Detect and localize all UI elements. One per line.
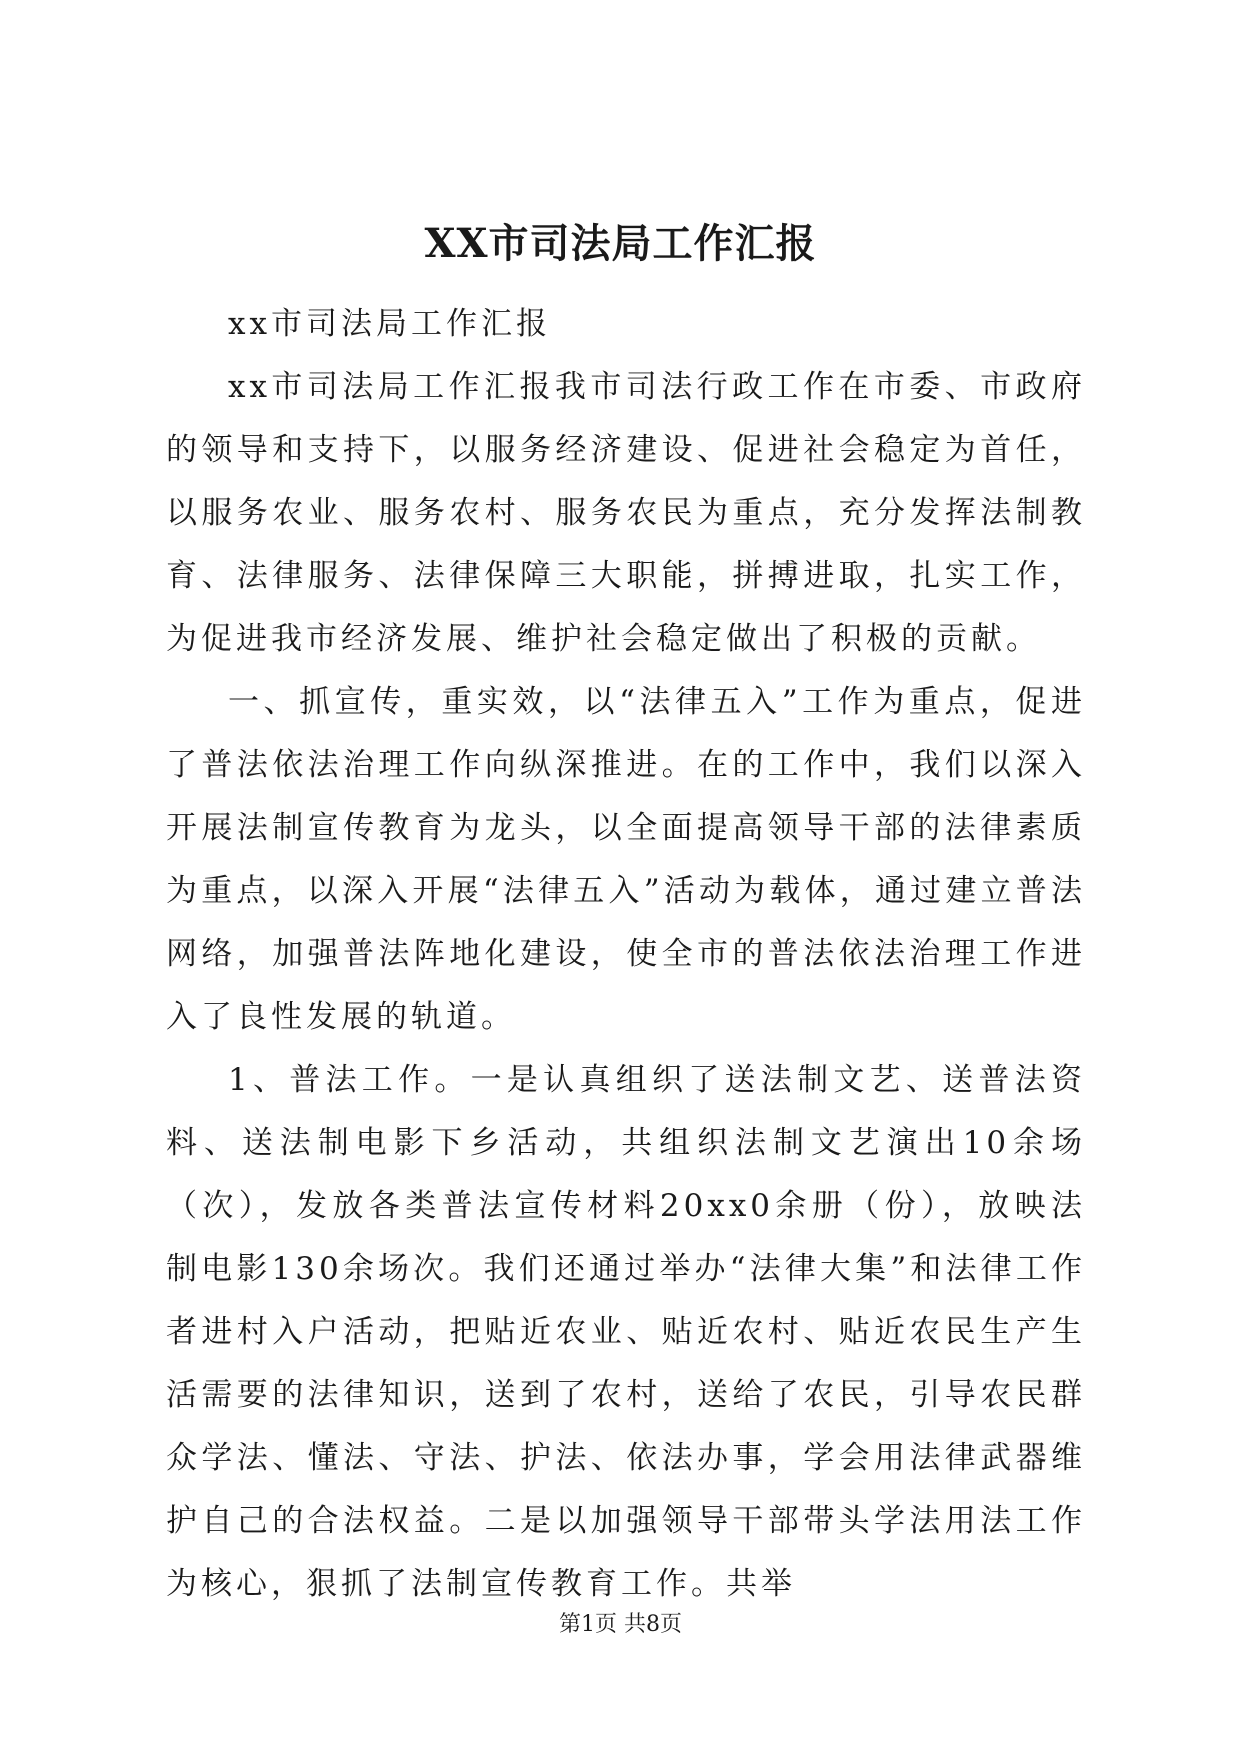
paragraph-legal-education: 1、普法工作。一是认真组织了送法制文艺、送普法资料、送法制电影下乡活动，共组织法制文艺演出10余场（次），发放各类普法宣传材料20xx0余册（份），放映法制电影130余场次。我们还通过举办“法律大集”和法律工作者进村入户活动，把贴近农业、贴近农村、贴近农民生产生活需要的法律知识，送到了农村，送给了农民，引导农民群众学法、懂法、守法、护法、依法办事，学会用法律武器维护自己的合法权益。二是以加强领导干部带头学法用法工作为核心，狠抓了法制宣传教育工作。共举 — [166, 1062, 1086, 1602]
paragraph-subtitle: xx市司法局工作汇报 — [228, 306, 551, 342]
page-footer: 第1页 共8页 — [559, 1612, 682, 1637]
paragraph-intro: xx市司法局工作汇报我市司法行政工作在市委、市政府的领导和支持下，以服务经济建设、促进社会稳定为首任，以服务农业、服务农村、服务农民为重点，充分发挥法制教育、法律服务、法律保障三大职能，拼搏进取，扎实工作，为促进我市经济发展、维护社会稳定做出了积极的贡献。 — [166, 369, 1086, 657]
page-title: XX市司法局工作汇报 — [424, 220, 817, 267]
paragraph-section-one: 一、抓宣传，重实效，以“法律五入”工作为重点，促进了普法依法治理工作向纵深推进。在的工作中，我们以深入开展法制宣传教育为龙头，以全面提高领导干部的法律素质为重点，以深入开展“法律五入”活动为载体，通过建立普法网络，加强普法阵地化建设，使全市的普法依法治理工作进入了良性发展的轨道。 — [166, 684, 1086, 1035]
document-body — [166, 293, 1086, 1616]
